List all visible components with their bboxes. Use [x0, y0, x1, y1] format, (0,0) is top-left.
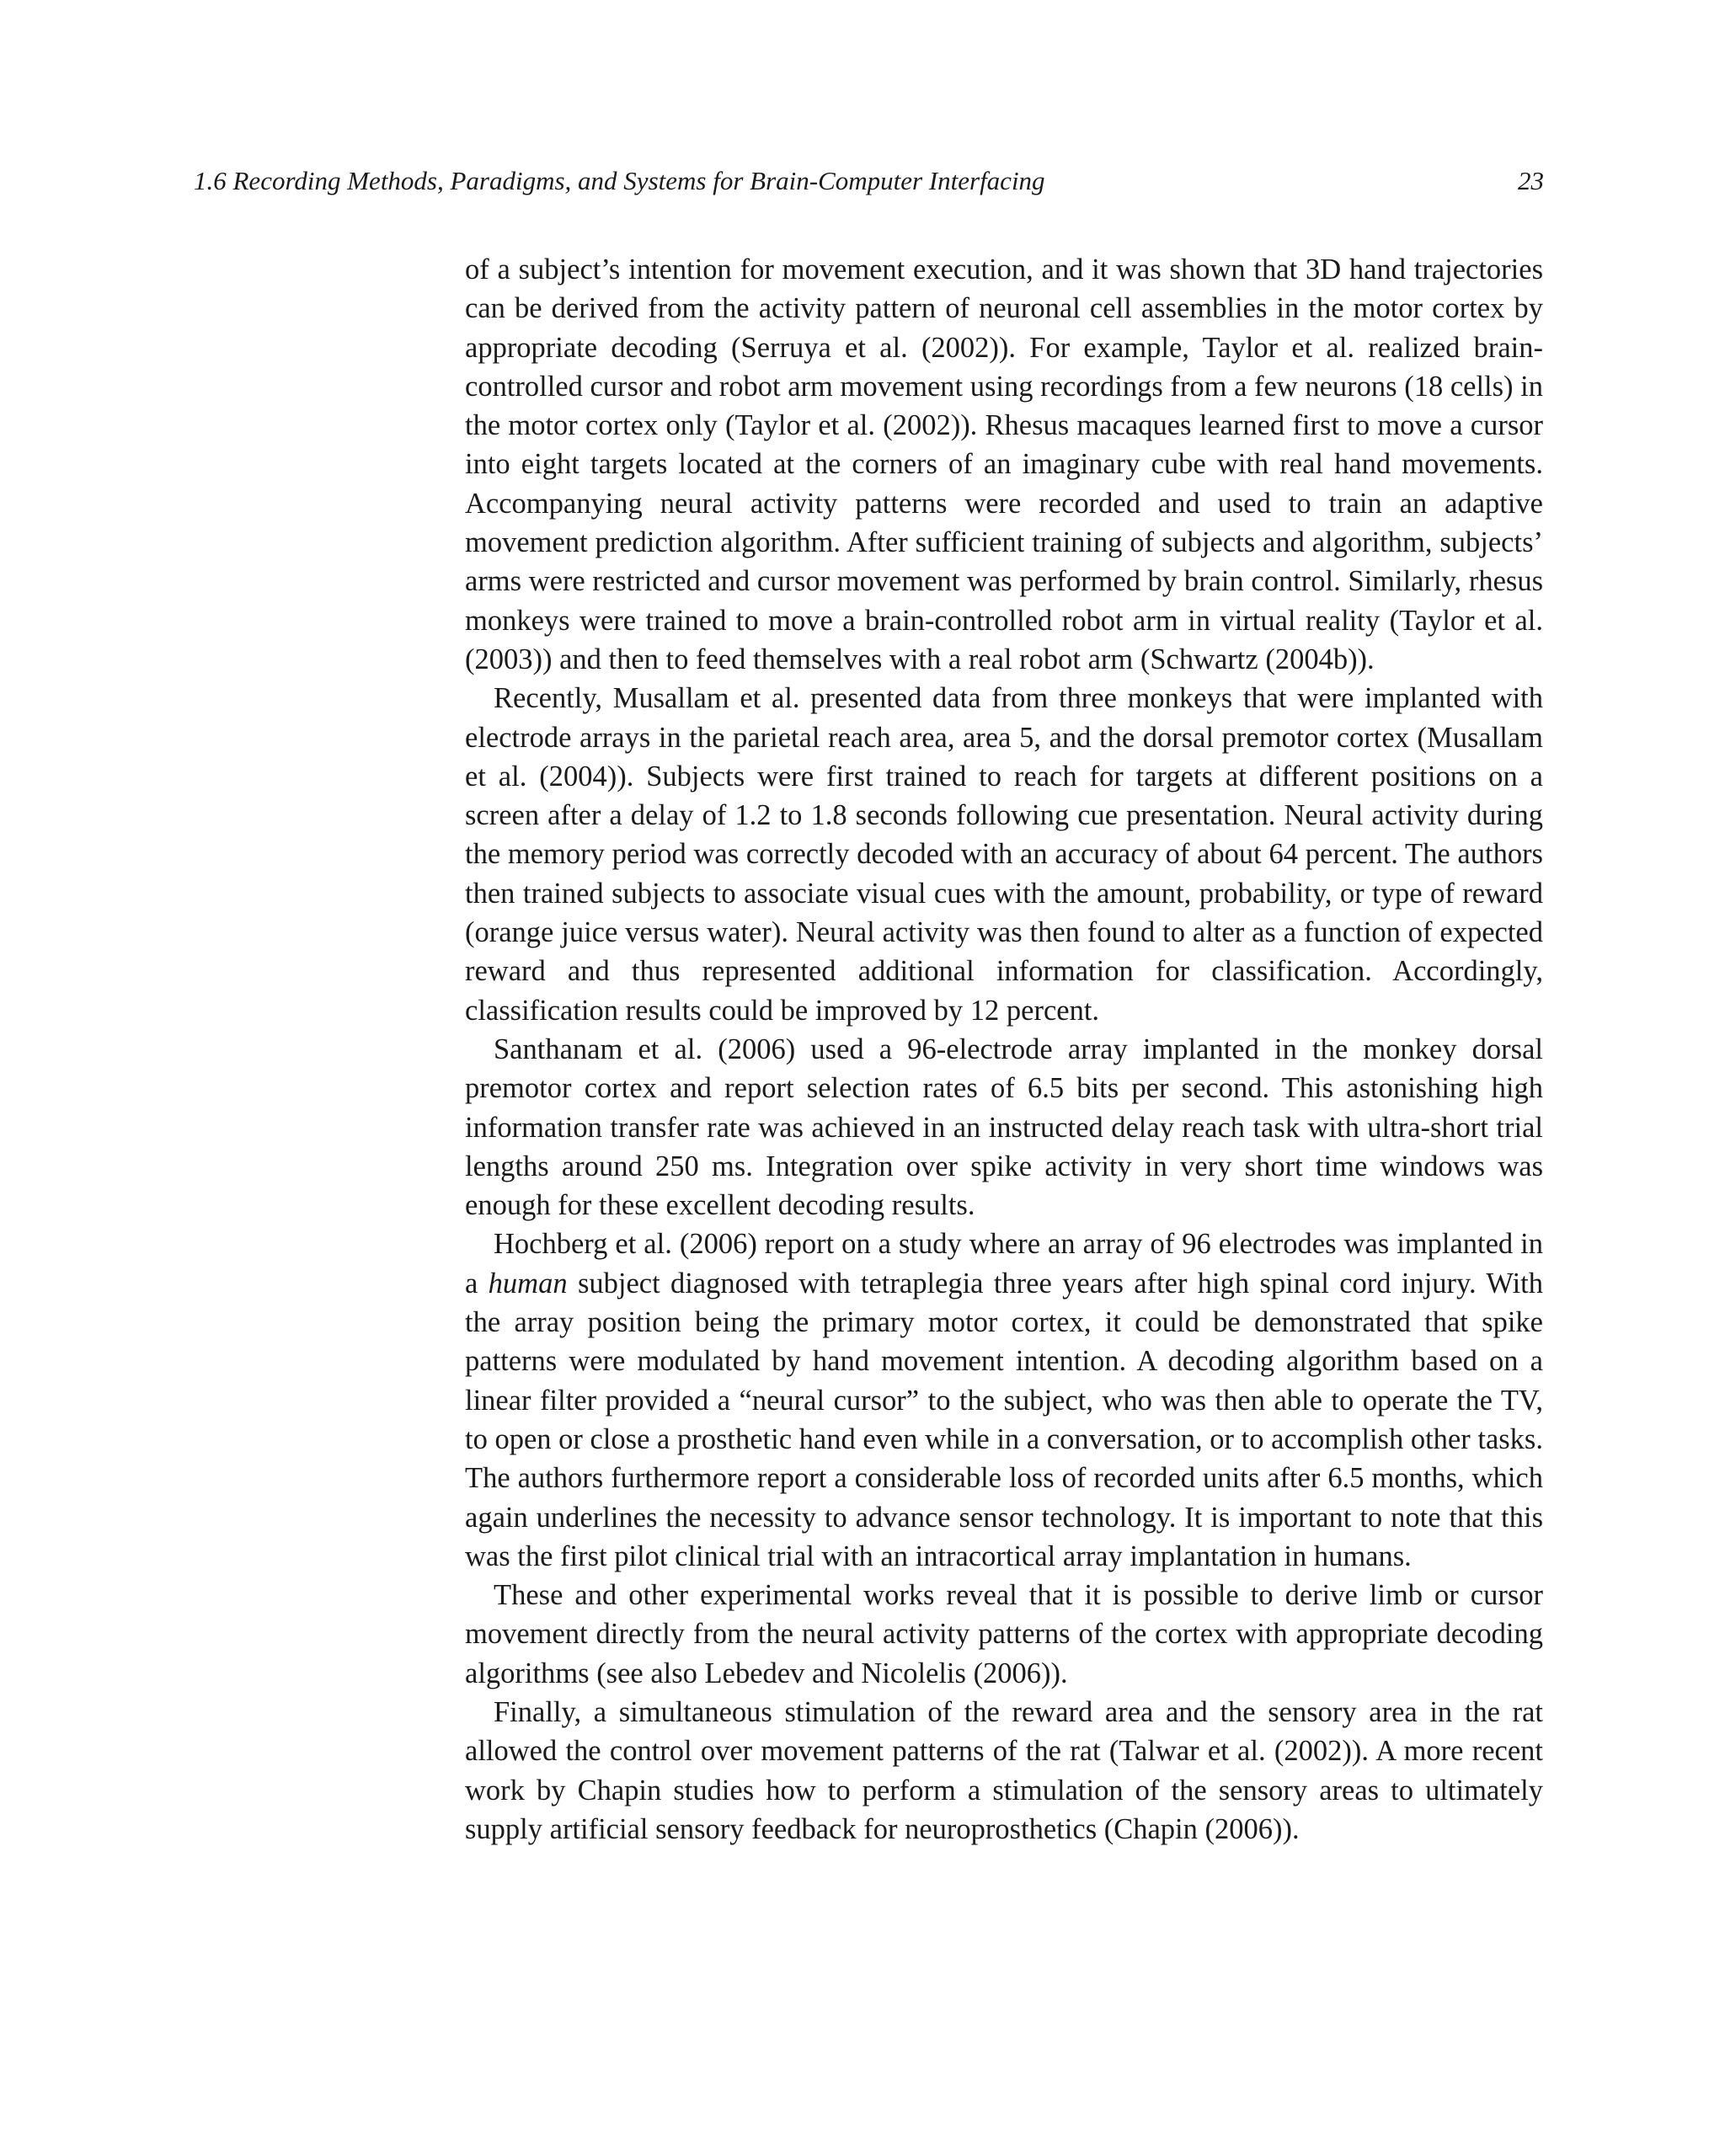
running-head-title: 1.6 Recording Methods, Paradigms, and Systems for Brain-Computer Interfacing: [194, 166, 1045, 195]
paragraph-musallam: Recently, Musallam et al. presented data from three monkeys that were implanted with electrode arrays in the parietal reach area, area 5, and the dorsal premotor cortex (Musallam et al. (2004)). Subjects were first trained to reach for targets at different positions on a screen after a delay of 1.2 to 1.8 seconds following cue presentation. Neural activity during the memory period was correctly decoded with an accuracy of about 64 percent. The authors then trained subjects to associate visual cues with the amount, probability, or type of reward (orange juice versus water). Neural activity was then found to alter as a function of expected reward and thus represented additional information for classification. Accordingly, classification results could be improved by 12 percent.: [465, 682, 1543, 1027]
emphasis-human: human: [488, 1267, 568, 1299]
running-head: [194, 160, 1544, 202]
paragraph-hochberg-part-2: subject diagnosed with tetraplegia three years after high spinal cord injury. With the array position being the primary motor cortex, it could be demonstrated that spike patterns were modulated by hand movement intention. A decoding algorithm based on a linear filter provided a “neural cursor” to the subject, who was then able to operate the TV, to open or close a prosthetic hand even while in a conversation, or to accomplish other tasks. The authors furthermore report a considerable loss of recorded units after 6.5 months, which again underlines the necessity to advance sensor technology. It is important to note that this was the first pilot clinical trial with an intracortical array implantation in humans.: [465, 1267, 1543, 1572]
paragraph-hochberg-part-1: Hochberg et al. (2006) report on a study where an array of 96 electrodes was implanted in a: [465, 1228, 1543, 1299]
paragraph-hochberg: [465, 1225, 1543, 1576]
page-number: 23: [1518, 166, 1544, 195]
paragraph-finally: Finally, a simultaneous stimulation of the reward area and the sensory area in the rat allowed the control over movement patterns of the rat (Talwar et al. (2002)). A more recent work by Chapin studies how to perform a stimulation of the sensory areas to ultimately supply artificial sensory feedback for neuroprosthetics (Chapin (2006)).: [465, 1695, 1543, 1845]
body-text: [465, 250, 1543, 1849]
paragraph-santhanam: Santhanam et al. (2006) used a 96-electrode array implanted in the monkey dorsal premotor cortex and report selection rates of 6.5 bits per second. This astonishing high information transfer rate was achieved in an instructed delay reach task with ultra-short trial lengths around 250 ms. Integration over spike activity in very short time windows was enough for these excellent decoding results.: [465, 1033, 1543, 1222]
paragraph-summary: These and other experimental works reveal that it is possible to derive limb or cursor movement directly from the neural activity patterns of the cortex with appropriate decoding algorithms (see also Lebedev and Nicolelis (2006)).: [465, 1579, 1543, 1689]
paragraph-continued: of a subject’s intention for movement execution, and it was shown that 3D hand trajectories can be derived from the activity pattern of neuronal cell assemblies in the motor cortex by appropriate decoding (Serruya et al. (2002)). For example, Taylor et al. realized brain-controlled cursor and robot arm movement using recordings from a few neurons (18 cells) in the motor cortex only (Taylor et al. (2002)). Rhesus macaques learned first to move a cursor into eight targets located at the corners of an imaginary cube with real hand movements. Accompanying neural activity patterns were recorded and used to train an adaptive movement prediction algorithm. After sufficient training of subjects and algorithm, subjects’ arms were restricted and cursor movement was performed by brain control. Similarly, rhesus monkeys were trained to move a brain-controlled robot arm in virtual reality (Taylor et al. (2003)) and then to feed themselves with a real robot arm (Schwartz (2004b)).: [465, 253, 1543, 675]
